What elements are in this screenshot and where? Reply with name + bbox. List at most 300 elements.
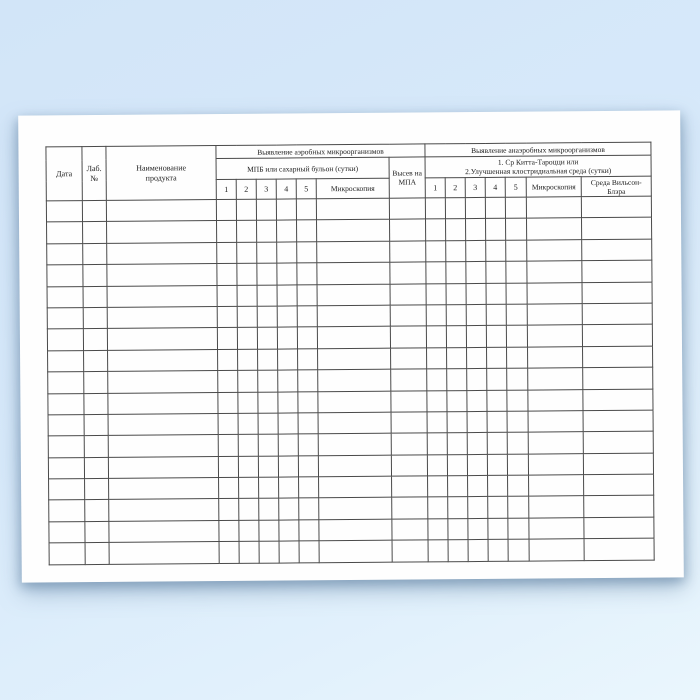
empty-cell	[48, 350, 84, 372]
empty-cell	[391, 433, 427, 455]
empty-cell	[47, 222, 83, 244]
empty-cell	[239, 541, 259, 563]
empty-cell	[488, 497, 508, 519]
header-aerobic-medium: МПБ или сахарный бульон (сутки)	[216, 157, 389, 179]
empty-cell	[465, 197, 485, 219]
empty-cell	[279, 541, 299, 563]
empty-cell	[83, 243, 107, 265]
empty-cell	[506, 325, 527, 347]
empty-cell	[466, 219, 486, 241]
empty-cell	[108, 371, 218, 393]
empty-cell	[508, 475, 529, 497]
empty-cell	[277, 220, 297, 242]
empty-cell	[426, 305, 446, 327]
header-product	[106, 146, 216, 201]
empty-cell	[467, 369, 487, 391]
empty-cell	[527, 325, 582, 347]
empty-cell	[488, 540, 508, 562]
empty-cell	[298, 434, 318, 456]
empty-cell	[258, 349, 278, 371]
empty-cell	[446, 219, 466, 241]
empty-cell	[298, 413, 318, 435]
empty-cell	[428, 540, 448, 562]
header-anaerobic-day-3: 3	[465, 177, 485, 197]
empty-cell	[486, 219, 506, 241]
empty-cell	[219, 477, 239, 499]
empty-cell	[392, 476, 428, 498]
empty-cell	[391, 348, 427, 370]
empty-cell	[467, 347, 487, 369]
empty-cell	[239, 477, 259, 499]
empty-cell	[237, 263, 257, 285]
empty-cell	[425, 198, 445, 220]
empty-cell	[318, 433, 391, 455]
empty-cell	[390, 326, 426, 348]
empty-cell	[278, 413, 298, 435]
empty-cell	[278, 456, 298, 478]
empty-cell	[257, 242, 277, 264]
empty-cell	[392, 540, 428, 562]
empty-cell	[427, 390, 447, 412]
empty-cell	[258, 370, 278, 392]
empty-cell	[529, 496, 584, 518]
empty-cell	[467, 390, 487, 412]
empty-cell	[584, 496, 654, 518]
empty-cell	[526, 197, 581, 219]
empty-cell	[528, 453, 583, 475]
header-aerobic-plating-label: Высев на МПА	[392, 168, 422, 187]
header-product-label: Наименование продукта	[136, 163, 187, 183]
empty-cell	[527, 239, 582, 261]
empty-cell	[486, 304, 506, 326]
empty-cell	[582, 260, 652, 282]
header-anaerobic-medium-line2: 2.Улучшенная клостридиальная среда (сутки)	[465, 165, 612, 177]
empty-cell	[49, 479, 85, 501]
empty-cell	[584, 517, 654, 539]
empty-cell	[109, 478, 219, 500]
empty-cell	[447, 411, 467, 433]
table-body	[46, 196, 654, 564]
header-aerobic-day-1: 1	[216, 179, 236, 199]
empty-cell	[427, 454, 447, 476]
empty-cell	[583, 431, 653, 453]
empty-cell	[467, 454, 487, 476]
empty-cell	[468, 476, 488, 498]
paper-sheet	[18, 110, 684, 582]
empty-cell	[446, 262, 466, 284]
empty-cell	[528, 368, 583, 390]
empty-cell	[317, 327, 390, 349]
empty-cell	[277, 327, 297, 349]
empty-cell	[296, 199, 316, 221]
empty-cell	[583, 453, 653, 475]
empty-cell	[466, 283, 486, 305]
empty-cell	[319, 476, 392, 498]
empty-cell	[318, 412, 391, 434]
empty-cell	[487, 433, 507, 455]
empty-cell	[49, 500, 85, 522]
empty-cell	[298, 348, 318, 370]
empty-cell	[83, 222, 107, 244]
empty-cell	[426, 241, 446, 263]
header-anaerobic-title: Выявление анаэробных микроорганизмов	[425, 142, 651, 157]
empty-cell	[83, 265, 107, 287]
empty-cell	[392, 519, 428, 541]
empty-cell	[85, 478, 109, 500]
empty-cell	[506, 240, 527, 262]
empty-cell	[109, 499, 219, 521]
empty-cell	[277, 242, 297, 264]
empty-cell	[427, 347, 447, 369]
empty-cell	[317, 262, 390, 284]
empty-cell	[107, 264, 217, 286]
empty-cell	[318, 455, 391, 477]
empty-cell	[297, 263, 317, 285]
empty-cell	[217, 221, 237, 243]
empty-cell	[218, 392, 238, 414]
empty-cell	[448, 476, 468, 498]
empty-cell	[507, 432, 528, 454]
header-aerobic-day-4: 4	[276, 179, 296, 199]
empty-cell	[84, 393, 108, 415]
empty-cell	[238, 435, 258, 457]
empty-cell	[47, 243, 83, 265]
empty-cell	[317, 220, 390, 242]
empty-cell	[486, 283, 506, 305]
empty-cell	[528, 346, 583, 368]
empty-cell	[507, 390, 528, 412]
empty-cell	[447, 433, 467, 455]
empty-cell	[428, 497, 448, 519]
header-aerobic-microscopy: Микроскопия	[316, 178, 389, 199]
header-aerobic-title: Выявление аэробных микроорганизмов	[216, 144, 425, 159]
empty-cell	[108, 456, 218, 478]
empty-cell	[278, 434, 298, 456]
empty-cell	[390, 241, 426, 263]
header-anaerobic-day-4: 4	[485, 177, 505, 197]
empty-cell	[529, 518, 584, 540]
empty-cell	[527, 304, 582, 326]
empty-cell	[487, 347, 507, 369]
empty-cell	[319, 540, 392, 562]
table-row	[49, 538, 654, 564]
empty-cell	[107, 242, 217, 264]
empty-cell	[528, 411, 583, 433]
empty-cell	[447, 347, 467, 369]
empty-cell	[447, 369, 467, 391]
empty-cell	[84, 372, 108, 394]
empty-cell	[46, 201, 82, 223]
empty-cell	[317, 305, 390, 327]
header-anaerobic-day-5: 5	[505, 177, 526, 197]
header-aerobic-day-5: 5	[296, 179, 316, 199]
empty-cell	[506, 304, 527, 326]
empty-cell	[486, 261, 506, 283]
header-wilson-blair-label: Среда Вильсон-Блэра	[590, 177, 642, 196]
empty-cell	[582, 324, 652, 346]
empty-cell	[391, 412, 427, 434]
empty-cell	[488, 475, 508, 497]
empty-cell	[277, 284, 297, 306]
empty-cell	[487, 454, 507, 476]
empty-cell	[237, 328, 257, 350]
empty-cell	[508, 518, 529, 540]
empty-cell	[47, 329, 83, 351]
empty-cell	[426, 219, 446, 241]
empty-cell	[108, 413, 218, 435]
empty-cell	[298, 455, 318, 477]
empty-cell	[218, 435, 238, 457]
empty-cell	[107, 328, 217, 350]
empty-cell	[83, 307, 107, 329]
empty-cell	[297, 284, 317, 306]
empty-cell	[107, 285, 217, 307]
empty-cell	[448, 540, 468, 562]
empty-cell	[448, 497, 468, 519]
empty-cell	[85, 543, 109, 565]
empty-cell	[278, 391, 298, 413]
empty-cell	[527, 261, 582, 283]
empty-cell	[446, 305, 466, 327]
empty-cell	[217, 306, 237, 328]
empty-cell	[581, 196, 651, 218]
empty-cell	[318, 348, 391, 370]
empty-cell	[259, 520, 279, 542]
empty-cell	[84, 436, 108, 458]
empty-cell	[218, 413, 238, 435]
empty-cell	[238, 456, 258, 478]
empty-cell	[390, 305, 426, 327]
empty-cell	[506, 261, 527, 283]
empty-cell	[317, 284, 390, 306]
empty-cell	[527, 218, 582, 240]
empty-cell	[84, 457, 108, 479]
empty-cell	[219, 520, 239, 542]
empty-cell	[47, 265, 83, 287]
empty-cell	[426, 283, 446, 305]
empty-cell	[468, 497, 488, 519]
empty-cell	[257, 285, 277, 307]
empty-cell	[218, 349, 238, 371]
empty-cell	[426, 262, 446, 284]
empty-cell	[487, 390, 507, 412]
header-anaerobic-day-2: 2	[445, 178, 465, 198]
empty-cell	[259, 477, 279, 499]
empty-cell	[319, 519, 392, 541]
empty-cell	[279, 520, 299, 542]
empty-cell	[445, 198, 465, 220]
empty-cell	[258, 413, 278, 435]
empty-cell	[276, 199, 296, 221]
header-lab-no	[82, 146, 106, 200]
empty-cell	[297, 327, 317, 349]
empty-cell	[239, 499, 259, 521]
empty-cell	[391, 369, 427, 391]
empty-cell	[297, 306, 317, 328]
empty-cell	[239, 520, 259, 542]
header-wilson-blair	[581, 176, 651, 197]
empty-cell	[527, 282, 582, 304]
empty-cell	[583, 367, 653, 389]
empty-cell	[468, 540, 488, 562]
empty-cell	[391, 390, 427, 412]
header-date: Дата	[46, 147, 82, 201]
empty-cell	[49, 521, 85, 543]
empty-cell	[218, 371, 238, 393]
empty-cell	[506, 283, 527, 305]
empty-cell	[48, 436, 84, 458]
empty-cell	[237, 285, 257, 307]
empty-cell	[47, 286, 83, 308]
empty-cell	[107, 307, 217, 329]
empty-cell	[108, 435, 218, 457]
empty-cell	[237, 242, 257, 264]
empty-cell	[47, 308, 83, 330]
empty-cell	[217, 242, 237, 264]
empty-cell	[316, 198, 389, 220]
empty-cell	[427, 433, 447, 455]
empty-cell	[467, 411, 487, 433]
empty-cell	[259, 541, 279, 563]
empty-cell	[216, 199, 236, 221]
header-anaerobic-medium-line1: 1. Ср Китта-Тароцци или	[497, 157, 579, 167]
empty-cell	[84, 350, 108, 372]
empty-cell	[108, 349, 218, 371]
header-anaerobic-day-1: 1	[425, 178, 445, 198]
empty-cell	[446, 240, 466, 262]
empty-cell	[487, 411, 507, 433]
empty-cell	[488, 518, 508, 540]
header-aerobic-plating	[389, 157, 425, 198]
empty-cell	[582, 303, 652, 325]
empty-cell	[506, 219, 527, 241]
header-anaerobic-medium	[425, 155, 651, 178]
empty-cell	[277, 306, 297, 328]
empty-cell	[297, 242, 317, 264]
empty-cell	[427, 369, 447, 391]
empty-cell	[318, 391, 391, 413]
empty-cell	[428, 476, 448, 498]
empty-cell	[237, 306, 257, 328]
empty-cell	[466, 262, 486, 284]
empty-cell	[507, 368, 528, 390]
empty-cell	[529, 475, 584, 497]
empty-cell	[84, 414, 108, 436]
empty-cell	[446, 283, 466, 305]
empty-cell	[217, 264, 237, 286]
empty-cell	[468, 518, 488, 540]
empty-cell	[297, 220, 317, 242]
empty-cell	[508, 539, 529, 561]
empty-cell	[583, 346, 653, 368]
empty-cell	[48, 393, 84, 415]
empty-cell	[487, 368, 507, 390]
empty-cell	[505, 197, 526, 219]
empty-cell	[217, 285, 237, 307]
empty-cell	[447, 454, 467, 476]
empty-cell	[583, 410, 653, 432]
header-lab-no-label: Лаб. №	[86, 163, 102, 183]
empty-cell	[428, 519, 448, 541]
empty-cell	[107, 221, 217, 243]
empty-cell	[298, 391, 318, 413]
empty-cell	[391, 455, 427, 477]
empty-cell	[299, 520, 319, 542]
empty-cell	[108, 392, 218, 414]
empty-cell	[85, 521, 109, 543]
empty-cell	[390, 219, 426, 241]
empty-cell	[48, 457, 84, 479]
empty-cell	[467, 433, 487, 455]
empty-cell	[257, 220, 277, 242]
empty-cell	[584, 474, 654, 496]
empty-cell	[236, 199, 256, 221]
header-aerobic-day-2: 2	[236, 179, 256, 199]
empty-cell	[390, 283, 426, 305]
empty-cell	[299, 541, 319, 563]
empty-cell	[238, 370, 258, 392]
empty-cell	[466, 326, 486, 348]
lab-journal-table	[45, 142, 654, 565]
empty-cell	[319, 498, 392, 520]
empty-cell	[529, 539, 584, 561]
empty-cell	[447, 390, 467, 412]
empty-cell	[389, 198, 425, 220]
empty-cell	[584, 538, 654, 560]
empty-cell	[218, 456, 238, 478]
empty-cell	[238, 349, 258, 371]
empty-cell	[508, 497, 529, 519]
empty-cell	[279, 498, 299, 520]
empty-cell	[238, 413, 258, 435]
empty-cell	[83, 286, 107, 308]
empty-cell	[256, 199, 276, 221]
empty-cell	[507, 454, 528, 476]
empty-cell	[317, 241, 390, 263]
empty-cell	[427, 412, 447, 434]
empty-cell	[582, 239, 652, 261]
empty-cell	[217, 328, 237, 350]
empty-cell	[219, 542, 239, 564]
empty-cell	[219, 499, 239, 521]
empty-cell	[390, 262, 426, 284]
empty-cell	[486, 240, 506, 262]
empty-cell	[392, 497, 428, 519]
empty-cell	[257, 327, 277, 349]
empty-cell	[318, 369, 391, 391]
empty-cell	[257, 263, 277, 285]
empty-cell	[448, 518, 468, 540]
empty-cell	[109, 520, 219, 542]
empty-cell	[257, 306, 277, 328]
empty-cell	[258, 392, 278, 414]
empty-cell	[277, 263, 297, 285]
empty-cell	[485, 197, 505, 219]
empty-cell	[85, 500, 109, 522]
empty-cell	[109, 542, 219, 564]
empty-cell	[258, 456, 278, 478]
empty-cell	[49, 543, 85, 565]
empty-cell	[258, 434, 278, 456]
empty-cell	[299, 477, 319, 499]
empty-cell	[426, 326, 446, 348]
empty-cell	[528, 389, 583, 411]
header-aerobic-day-3: 3	[256, 179, 276, 199]
empty-cell	[299, 498, 319, 520]
empty-cell	[278, 349, 298, 371]
empty-cell	[582, 218, 652, 240]
empty-cell	[237, 221, 257, 243]
